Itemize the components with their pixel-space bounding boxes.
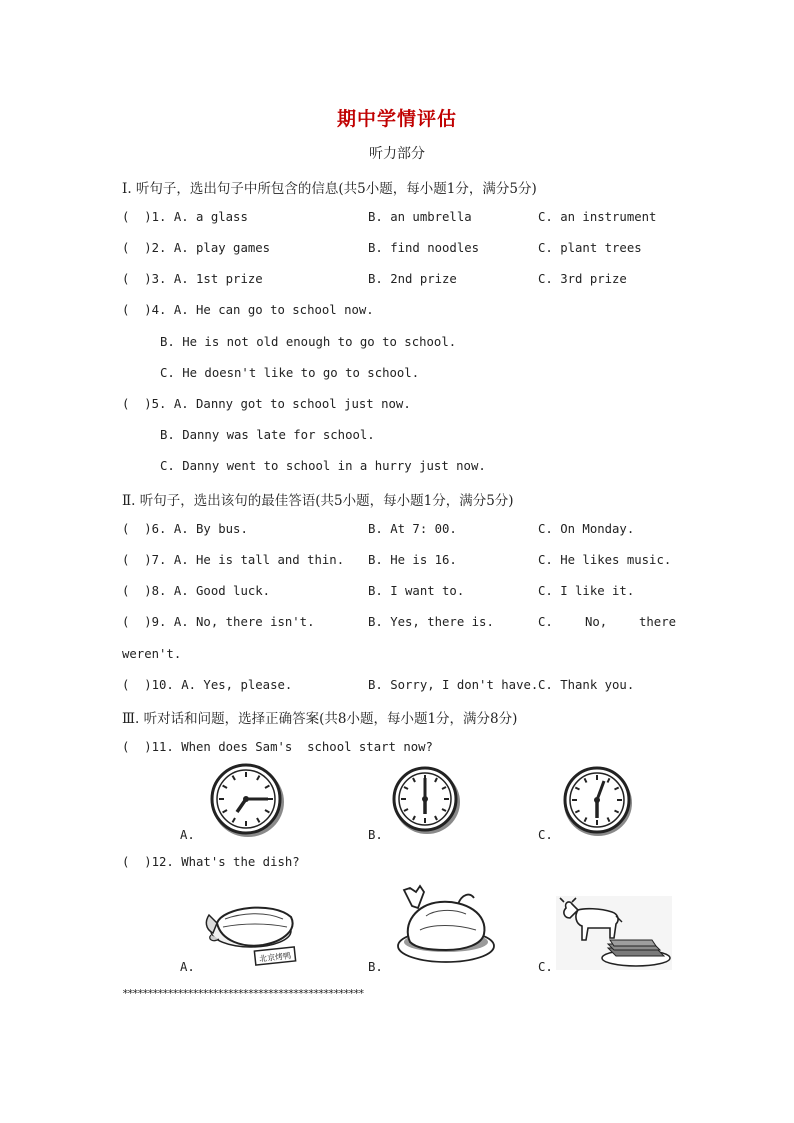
- q9-option-c-label: C.: [538, 615, 553, 629]
- q11-label-b: B.: [368, 828, 383, 842]
- q4-option-c: C. He doesn't like to go to school.: [160, 366, 420, 380]
- q9-option-c-word2: there: [639, 615, 677, 629]
- q6-option-c: C. On Monday.: [538, 522, 635, 536]
- section-2-heading: Ⅱ. 听句子，选出该句的最佳答语(共5小题，每小题1分，满分5分): [122, 493, 514, 509]
- q10-option-c: C. Thank you.: [538, 678, 635, 692]
- q5-option-b: B. Danny was late for school.: [160, 428, 375, 442]
- q2-option-c: C. plant trees: [538, 241, 642, 255]
- q3-option-a: ( )3. A. 1st prize: [122, 272, 263, 286]
- roast-duck-sign: 北京烤鸭: [258, 951, 292, 964]
- q12-label-a: A.: [180, 960, 195, 974]
- q3-option-c: C. 3rd prize: [538, 272, 627, 286]
- q4-option-b: B. He is not old enough to go to school.: [160, 335, 457, 349]
- q7-option-c: C. He likes music.: [538, 553, 672, 567]
- q1-option-b: B. an umbrella: [368, 210, 472, 224]
- q10-option-a: ( )10. A. Yes, please.: [122, 678, 293, 692]
- q2-option-b: B. find noodles: [368, 241, 480, 255]
- page-title: 期中学情评估: [336, 108, 457, 130]
- q8-option-c: C. I like it.: [538, 584, 635, 598]
- q8-option-b: B. I want to.: [368, 584, 465, 598]
- q9-option-c-continued: weren't.: [122, 647, 182, 661]
- beef-dish-image: [556, 896, 672, 970]
- page-subtitle: 听力部分: [369, 146, 425, 162]
- q3-option-b: B. 2nd prize: [368, 272, 457, 286]
- q9-option-c-word1: No,: [585, 615, 608, 629]
- section-1-heading: Ⅰ. 听句子，选出句子中所包含的信息(共5小题，每小题1分，满分5分): [122, 181, 537, 197]
- q6-option-b: B. At 7: 00.: [368, 522, 457, 536]
- section-3-heading: Ⅲ. 听对话和问题，选择正确答案(共8小题，每小题1分，满分8分): [122, 711, 518, 727]
- roast-duck-image: [203, 893, 303, 965]
- q5-option-a: ( )5. A. Danny got to school just now.: [122, 397, 411, 411]
- q4-option-a: ( )4. A. He can go to school now.: [122, 303, 374, 317]
- q7-option-b: B. He is 16.: [368, 553, 457, 567]
- q9-option-a: ( )9. A. No, there isn't.: [122, 615, 315, 629]
- q1-option-c: C. an instrument: [538, 210, 657, 224]
- q12-label-b: B.: [368, 960, 383, 974]
- q9-option-b: B. Yes, there is.: [368, 615, 494, 629]
- q6-option-a: ( )6. A. By bus.: [122, 522, 248, 536]
- clock-a-image: [206, 762, 286, 838]
- roast-chicken-image: [396, 884, 498, 966]
- q10-option-b: B. Sorry, I don't have.: [368, 678, 539, 692]
- footer-separator: ************************************************: [122, 987, 364, 1000]
- q1-option-a: ( )1. A. a glass: [122, 210, 248, 224]
- q2-option-a: ( )2. A. play games: [122, 241, 271, 255]
- clock-b-image: [390, 766, 462, 836]
- q7-option-a: ( )7. A. He is tall and thin.: [122, 553, 345, 567]
- q5-option-c: C. Danny went to school in a hurry just now.: [160, 459, 486, 473]
- q12-question: ( )12. What's the dish?: [122, 855, 300, 869]
- clock-c-image: [560, 766, 634, 838]
- q11-label-a: A.: [180, 828, 195, 842]
- q12-label-c: C.: [538, 960, 553, 974]
- q8-option-a: ( )8. A. Good luck.: [122, 584, 271, 598]
- q11-label-c: C.: [538, 828, 553, 842]
- q11-question: ( )11. When does Sam's school start now?: [122, 740, 433, 754]
